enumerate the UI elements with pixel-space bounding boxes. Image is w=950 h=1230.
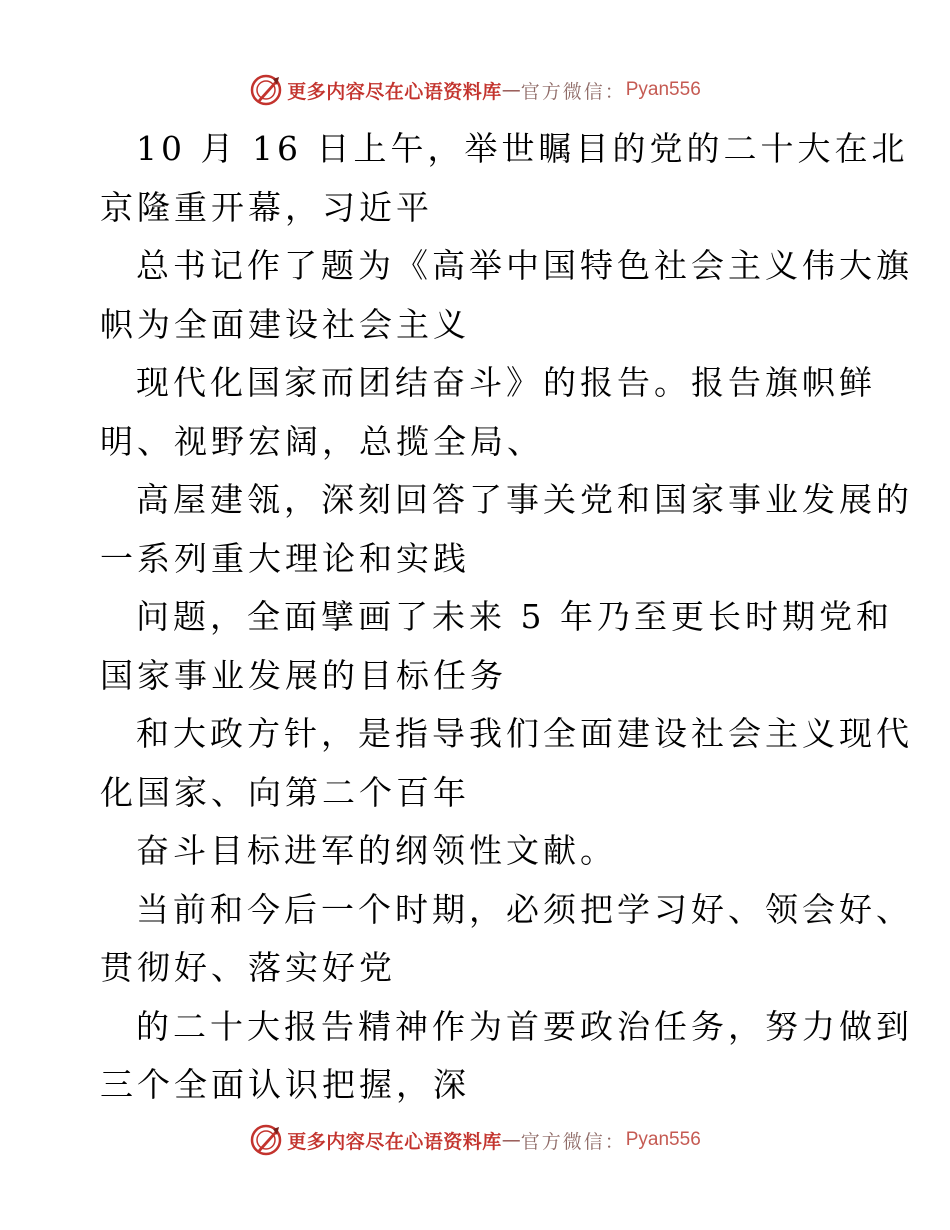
text-line: 京隆重开幕，习近平 xyxy=(100,187,433,227)
footer-wechat-label: 官方微信： xyxy=(520,1130,626,1153)
text-line: 国家事业发展的目标任务 xyxy=(100,655,507,695)
header-slogan: 更多内容尽在心语资料库 xyxy=(287,80,502,103)
text-line: 总书记作了题为《高举中国特色社会主义伟大旗 xyxy=(136,246,913,285)
footer-wechat-id: Pyan556 xyxy=(625,1129,701,1150)
text-line: 10 月 16 日上午，举世瞩目的党的二十大在北 xyxy=(136,129,909,168)
text-line: 当前和今后一个时期，必须把学习好、领会好、 xyxy=(136,889,913,929)
text-line: 和大政方针，是指导我们全面建设社会主义现代 xyxy=(136,714,913,753)
document-body xyxy=(100,120,913,1115)
footer-watermark xyxy=(0,1120,950,1160)
text-line: 高屋建瓴，深刻回答了事关党和国家事业发展的 xyxy=(136,480,913,519)
text-line: 三个全面认识把握，深 xyxy=(100,1065,470,1104)
header-wechat-id: Pyan556 xyxy=(625,79,701,100)
text-line: 奋斗目标进军的纲领性文献。 xyxy=(136,831,617,870)
text-line: 明、视野宏阔，总揽全局、 xyxy=(100,421,544,461)
header-watermark xyxy=(0,70,950,110)
text-line: 的二十大报告精神作为首要政治任务，努力做到 xyxy=(136,1006,913,1046)
text-line: 帜为全面建设社会主义 xyxy=(100,304,470,344)
quill-logo-icon xyxy=(249,1123,283,1157)
header-wechat-label: 官方微信： xyxy=(520,80,626,103)
text-line: 现代化国家而团结奋斗》的报告。报告旗帜鲜 xyxy=(136,363,876,402)
footer-separator: — xyxy=(501,1129,521,1151)
text-line: 化国家、向第二个百年 xyxy=(100,772,470,812)
text-line: 贯彻好、落实好党 xyxy=(100,948,396,987)
header-separator: — xyxy=(501,79,521,101)
footer-slogan: 更多内容尽在心语资料库 xyxy=(287,1130,502,1153)
quill-logo-icon xyxy=(249,73,283,107)
text-line: 问题，全面擘画了未来 5 年乃至更长时期党和 xyxy=(136,597,893,636)
text-line: 一系列重大理论和实践 xyxy=(100,538,470,578)
